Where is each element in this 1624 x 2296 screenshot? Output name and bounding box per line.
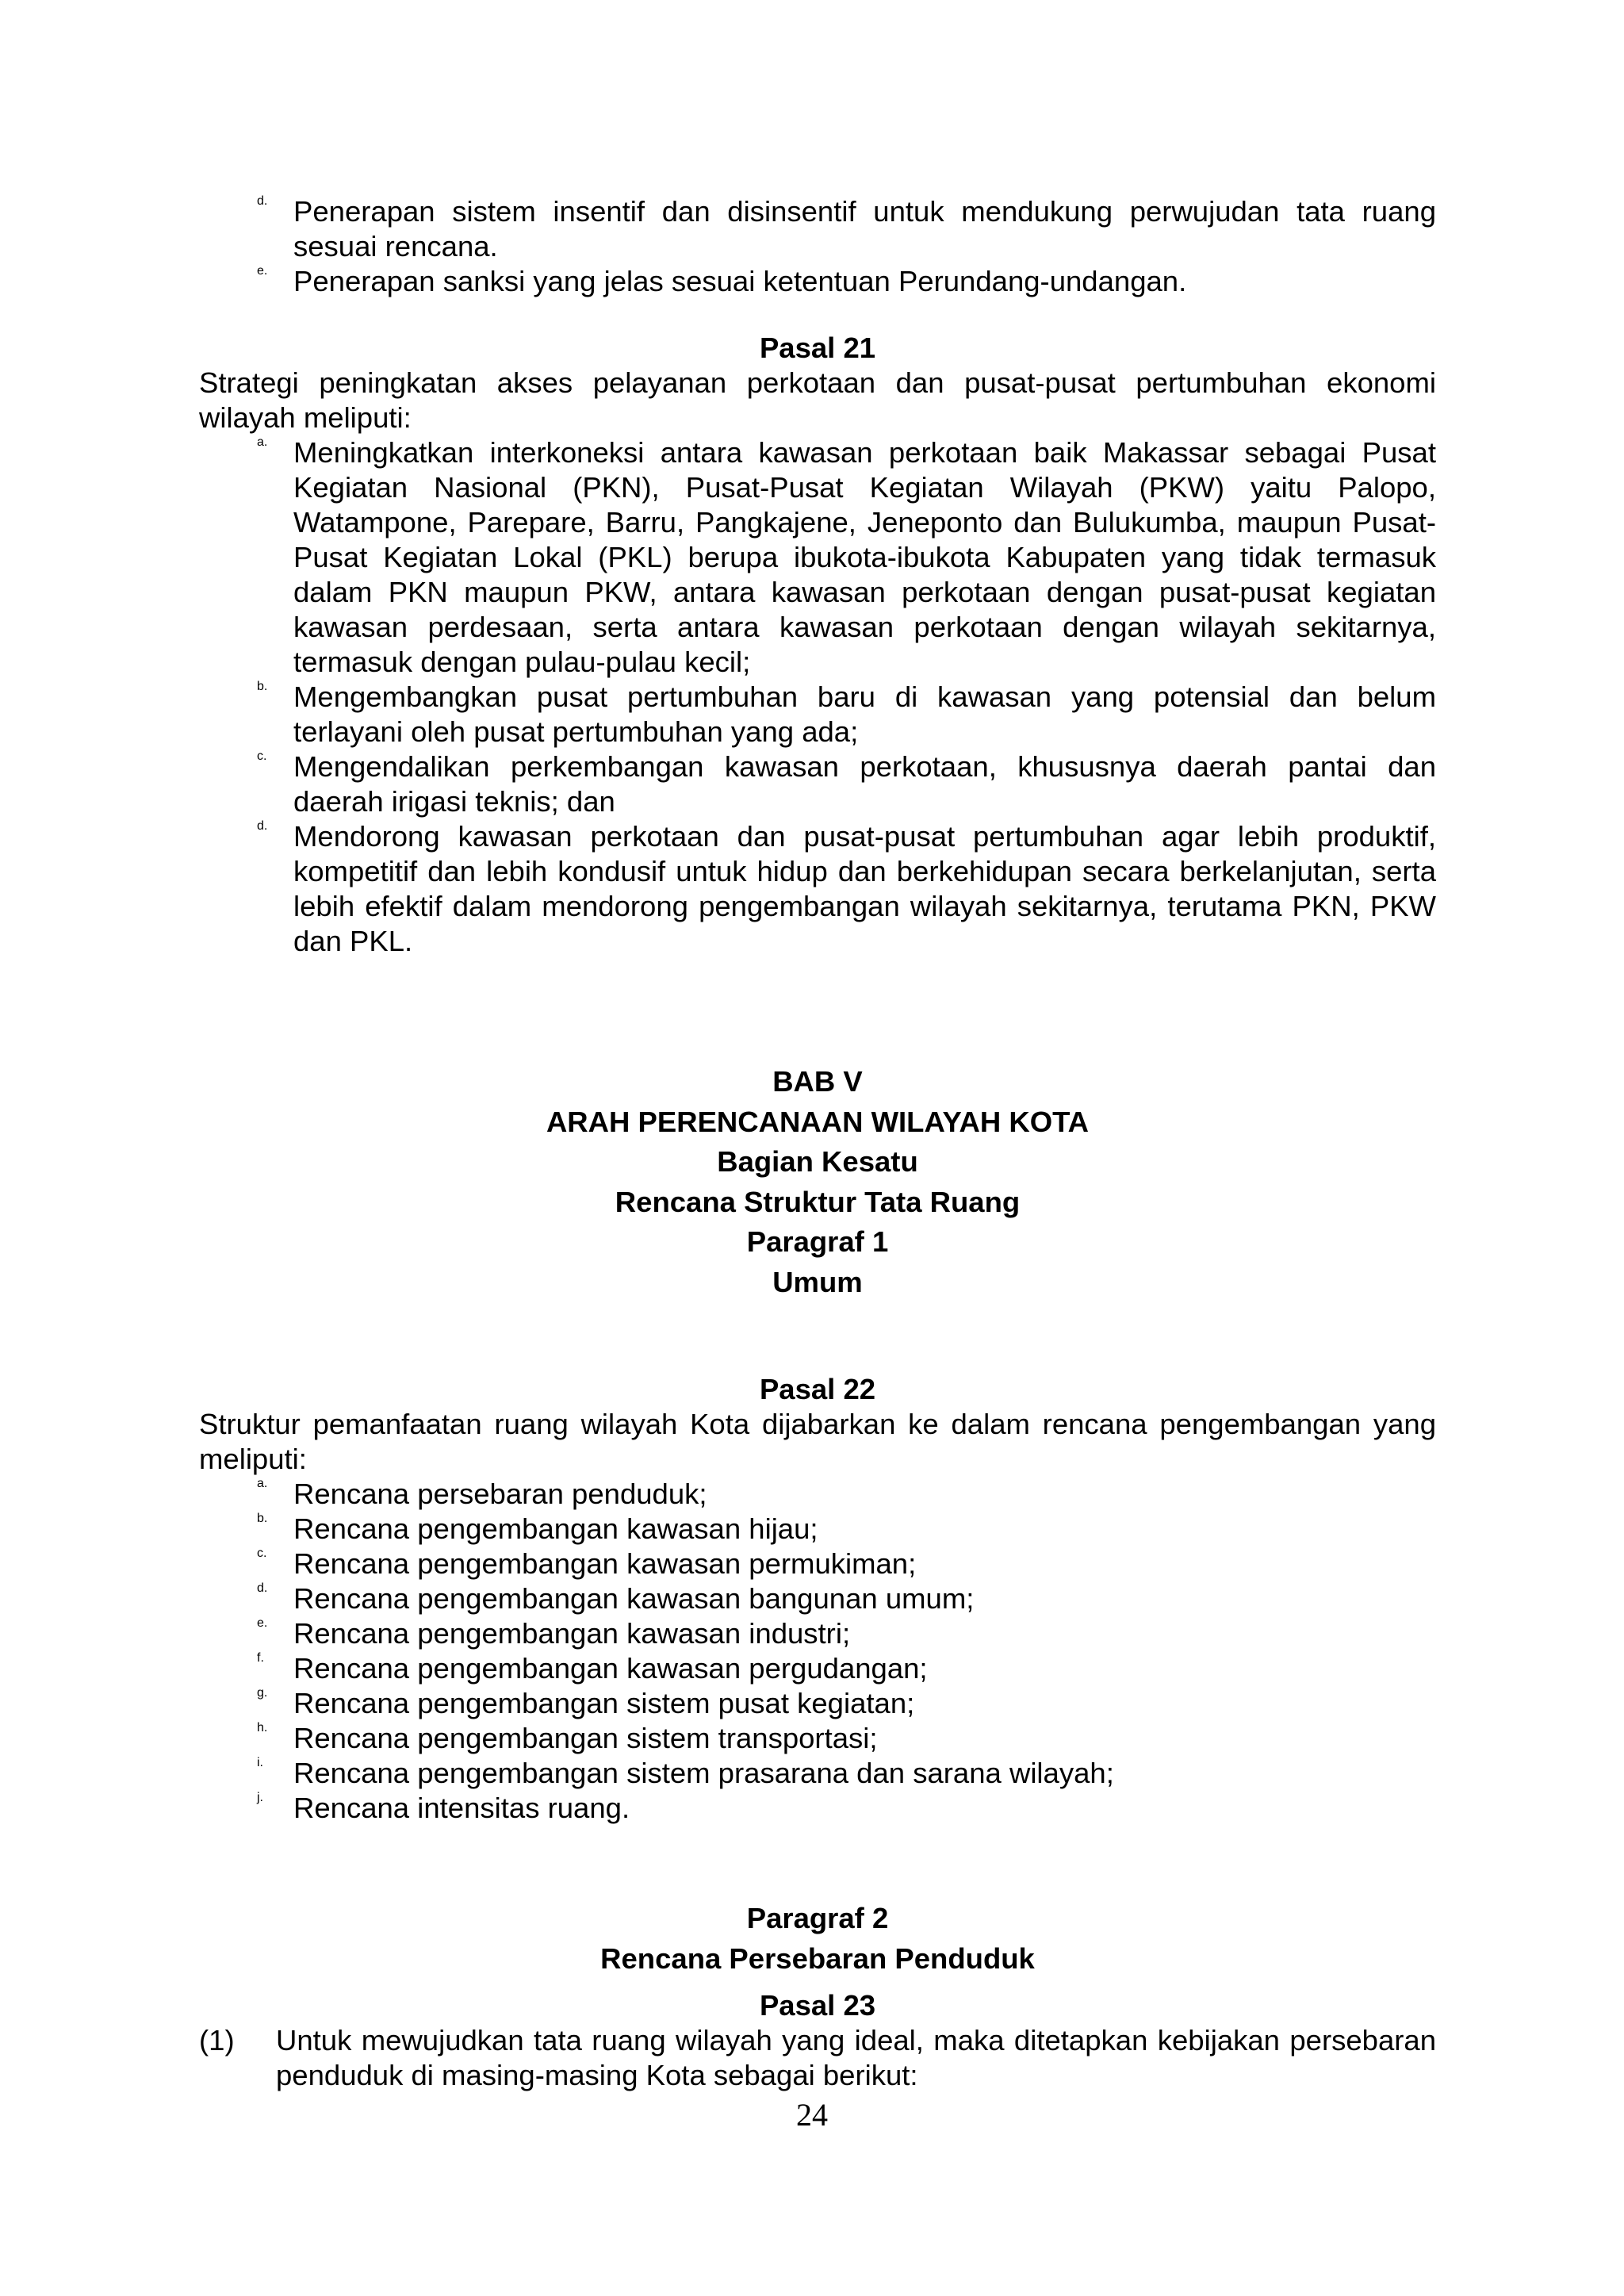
paragraf-title: Umum (772, 1265, 863, 1298)
list-item (199, 1791, 1436, 1826)
list-marker: g. (257, 1686, 268, 1700)
list-item (199, 1616, 1436, 1651)
pasal-23-heading: Pasal 23 (759, 1989, 876, 2022)
bagian-heading: Bagian Kesatu (717, 1145, 918, 1178)
list-item (199, 1477, 1436, 1512)
list-item (199, 435, 1436, 680)
list-marker: c. (257, 1547, 267, 1560)
bab-heading: BAB V (772, 1065, 863, 1098)
list-item (199, 680, 1436, 749)
numbered-item (199, 2023, 1436, 2093)
paragraf-2-heading-block (199, 1899, 1436, 1979)
list-marker: i. (257, 1756, 263, 1769)
intro-list (199, 194, 1436, 299)
list-marker: e. (257, 1616, 268, 1630)
list-marker: b. (257, 1512, 268, 1525)
paragraf-heading: Paragraf 1 (746, 1225, 889, 1258)
list-marker: b. (257, 680, 268, 693)
list-item-text: Rencana persebaran penduduk; (293, 1478, 707, 1510)
list-item (199, 1581, 1436, 1616)
list-item (199, 749, 1436, 819)
list-marker: a. (257, 435, 268, 449)
list-item-text: Rencana pengembangan sistem prasarana dan sarana wilayah; (293, 1757, 1114, 1789)
list-marker: f. (257, 1651, 264, 1665)
list-marker: h. (257, 1721, 268, 1734)
list-item-text: Rencana pengembangan kawasan industri; (293, 1617, 851, 1650)
list-item (199, 1512, 1436, 1547)
numbered-marker: (1) (199, 2024, 235, 2056)
list-marker: j. (257, 1791, 263, 1804)
list-item-text: Rencana pengembangan kawasan bangunan umum; (293, 1582, 975, 1615)
list-marker: a. (257, 1477, 268, 1490)
pasal-22-list (199, 1477, 1436, 1826)
pasal-22-heading: Pasal 22 (759, 1373, 876, 1405)
list-item-text: Rencana pengembangan kawasan hijau; (293, 1512, 818, 1545)
list-item-text: Penerapan sistem insentif dan disinsentif untuk mendukung perwujudan tata ruang sesuai rencana. (293, 195, 1436, 263)
list-item-text: Mendorong kawasan perkotaan dan pusat-pusat pertumbuhan agar lebih produktif, kompetitif dan lebih kondusif untuk hidup dan berkehidupan secara berkelanjutan, serta lebih efektif dalam mendorong pengembangan wilayah sekitarnya, terutama PKN, PKW dan PKL. (293, 820, 1436, 957)
document-page (199, 194, 1436, 2093)
paragraf-2-title: Rencana Persebaran Penduduk (600, 1941, 1035, 1975)
list-marker: d. (257, 1581, 268, 1595)
list-marker: d. (257, 819, 268, 833)
list-marker: e. (257, 264, 268, 278)
list-item-text: Penerapan sanksi yang jelas sesuai ketentuan Perundang-undangan. (293, 265, 1187, 297)
list-item-text: Rencana pengembangan sistem transportasi; (293, 1722, 878, 1754)
list-item-text: Rencana pengembangan kawasan pergudangan; (293, 1652, 928, 1685)
list-item (199, 264, 1436, 299)
pasal-21-lead: Strategi peningkatan akses pelayanan perkotaan dan pusat-pusat pertumbuhan ekonomi wilayah meliputi: (199, 366, 1436, 434)
list-item (199, 194, 1436, 264)
list-item (199, 1651, 1436, 1686)
list-marker: d. (257, 194, 268, 208)
list-item (199, 819, 1436, 959)
list-item-text: Mengembangkan pusat pertumbuhan baru di kawasan yang potensial dan belum terlayani oleh pusat pertumbuhan yang ada; (293, 680, 1436, 748)
pasal-21-list (199, 435, 1436, 959)
chapter-heading-block (199, 1062, 1436, 1302)
list-item (199, 1547, 1436, 1581)
bab-title: ARAH PERENCANAAN WILAYAH KOTA (546, 1105, 1090, 1138)
list-item-text: Rencana pengembangan sistem pusat kegiatan; (293, 1687, 915, 1719)
list-item-text: Rencana pengembangan kawasan permukiman; (293, 1547, 917, 1580)
bagian-title: Rencana Struktur Tata Ruang (615, 1185, 1021, 1218)
list-item-text: Meningkatkan interkoneksi antara kawasan perkotaan baik Makassar sebagai Pusat Kegiatan Nasional (PKN), Pusat-Pusat Kegiatan Wilayah (PKW) yaitu Palopo, Watampone, Parepare, Barru, Pangkajene, Jeneponto dan Bulukumba, maupun Pusat-Pusat Kegiatan Lokal (PKL) berupa ibukota-ibukota Kabupaten yang tidak termasuk dalam PKN maupun PKW, antara kawasan perkotaan dengan pusat-pusat kegiatan kawasan perdesaan, serta antara kawasan perkotaan dengan wilayah sekitarnya, termasuk dengan pulau-pulau kecil; (293, 436, 1436, 678)
list-item (199, 1721, 1436, 1756)
list-item-text: Mengendalikan perkembangan kawasan perkotaan, khususnya daerah pantai dan daerah irigasi teknis; dan (293, 750, 1436, 818)
numbered-item-text: Untuk mewujudkan tata ruang wilayah yang ideal, maka ditetapkan kebijakan persebaran penduduk di masing-masing Kota sebagai berikut: (276, 2024, 1436, 2091)
paragraf-2-heading: Paragraf 2 (746, 1902, 889, 1934)
list-item (199, 1686, 1436, 1721)
list-item (199, 1756, 1436, 1791)
pasal-22-lead: Struktur pemanfaatan ruang wilayah Kota dijabarkan ke dalam rencana pengembangan yang meliputi: (199, 1408, 1436, 1475)
pasal-21-heading: Pasal 21 (759, 332, 876, 364)
list-item-text: Rencana intensitas ruang. (293, 1792, 630, 1824)
page-number: 24 (796, 2097, 828, 2133)
list-marker: c. (257, 749, 267, 763)
